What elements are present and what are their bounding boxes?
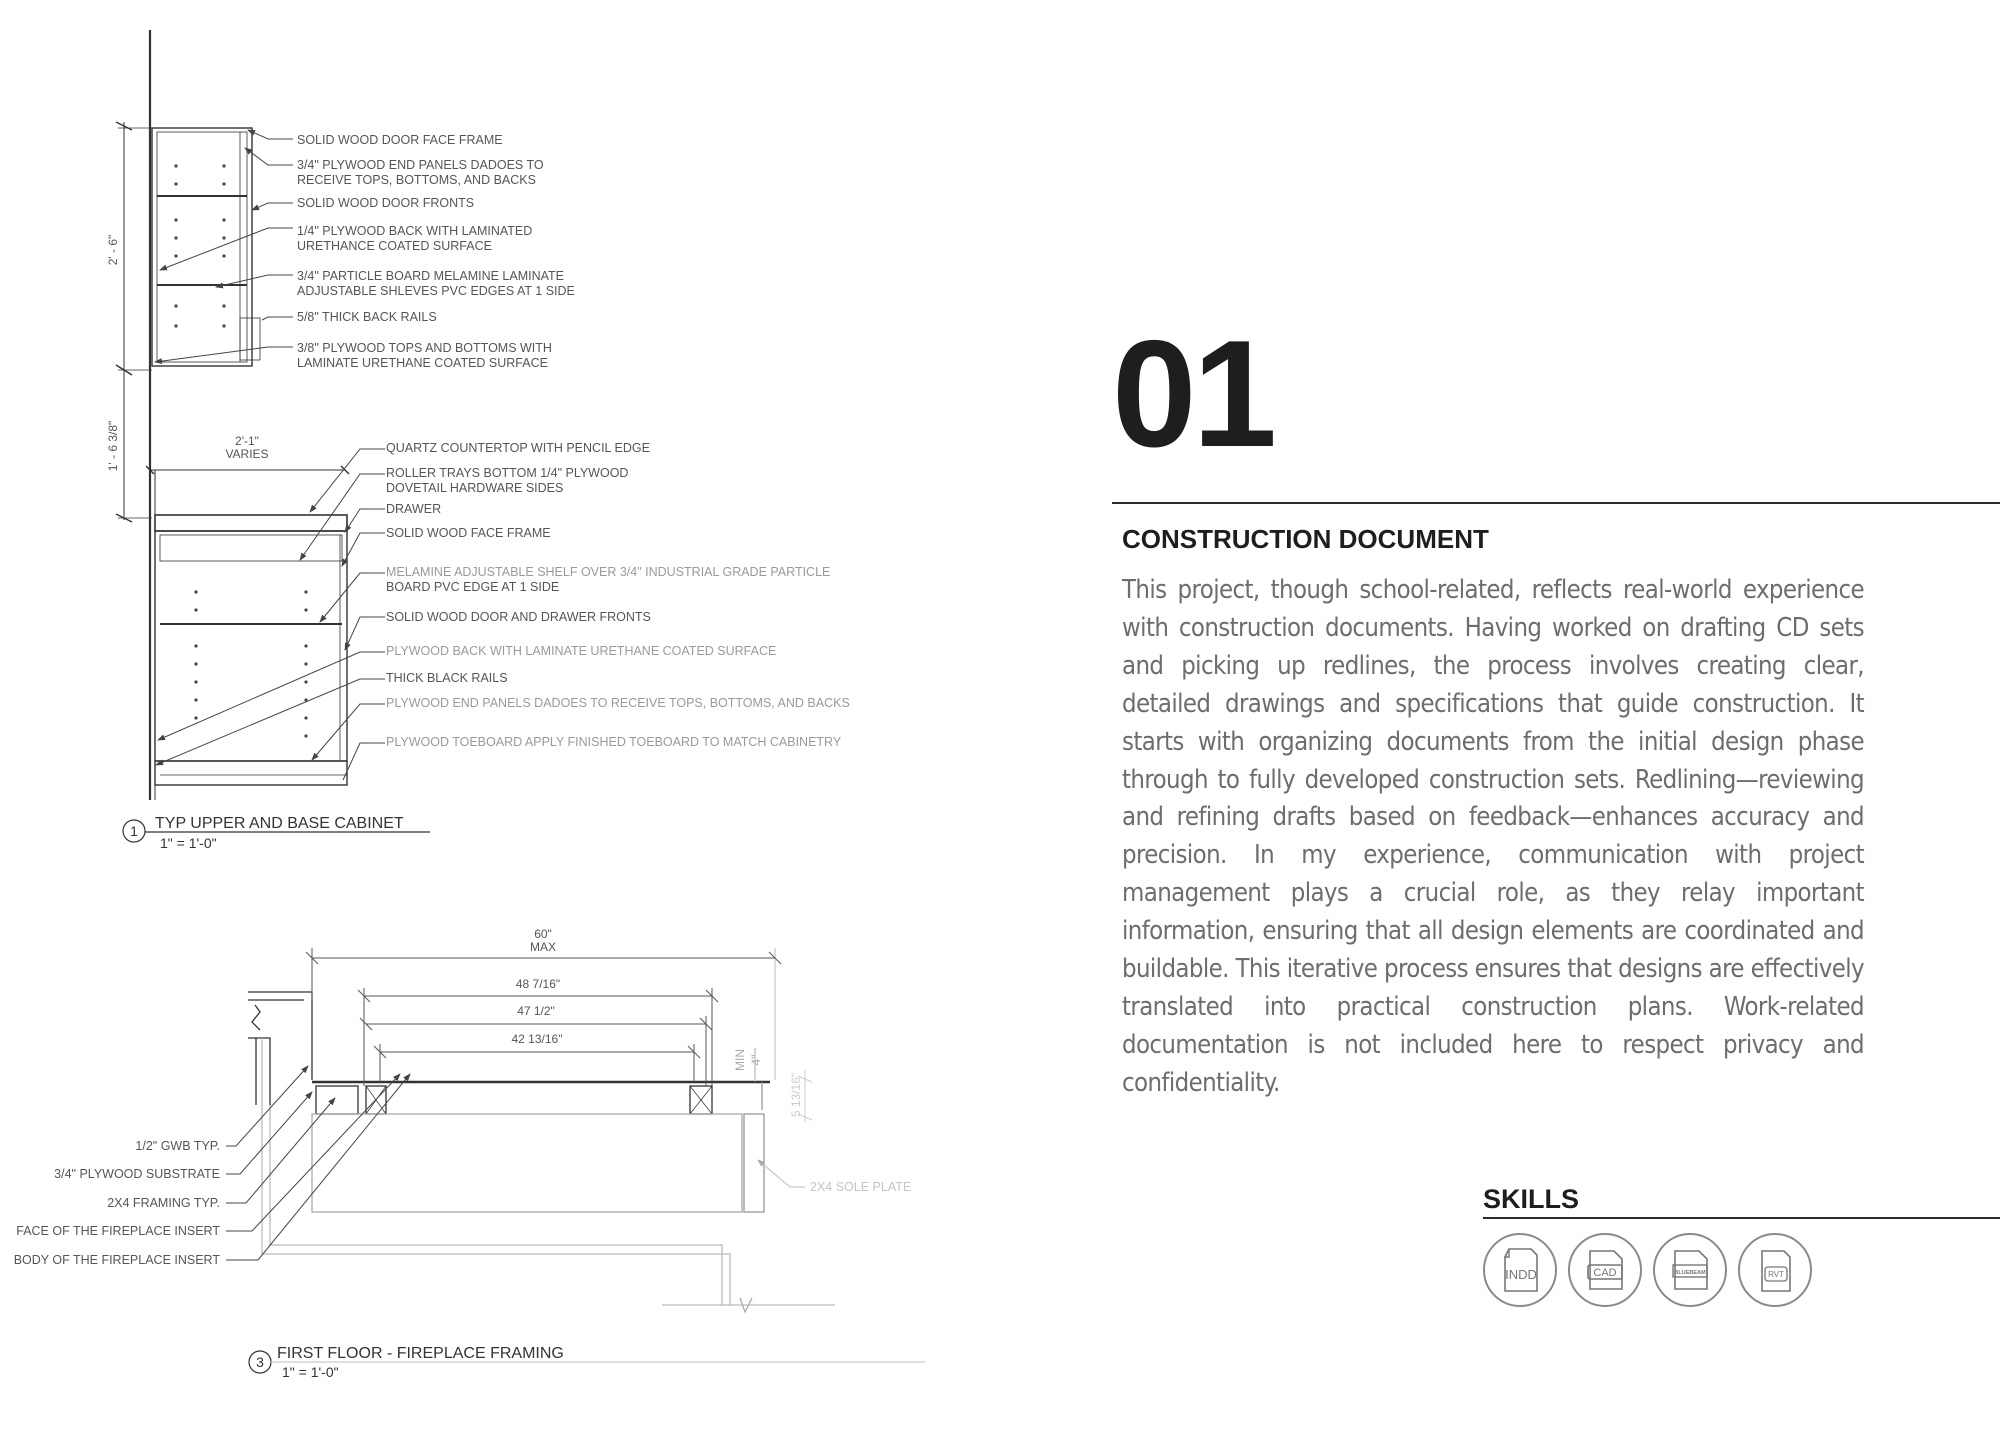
bluebeam-file-icon xyxy=(1653,1233,1727,1307)
dimension-text: 2' - 6" xyxy=(106,234,120,266)
dimension-text: 4" xyxy=(749,1054,763,1066)
note-text: LAMINATE URETHANE COATED SURFACE xyxy=(297,356,548,370)
drawing-scale: 1" = 1'-0" xyxy=(282,1364,339,1380)
dimension-text: 48 7/16" xyxy=(515,977,561,991)
note-text: SOLID WOOD DOOR AND DRAWER FRONTS xyxy=(386,610,651,624)
drawing-1-title xyxy=(123,815,430,851)
note-text: ADJUSTABLE SHLEVES PVC EDGES AT 1 SIDE xyxy=(297,284,575,298)
note-text: BOARD PVC EDGE AT 1 SIDE xyxy=(386,580,560,594)
skills-title: SKILLS xyxy=(1483,1184,1580,1214)
note-text: PLYWOOD BACK WITH LAMINATE URETHANE COATED SURFACE xyxy=(386,644,777,658)
skills-divider xyxy=(1483,1217,2000,1219)
cad-file-icon xyxy=(1568,1233,1642,1307)
note-text: 3/8" PLYWOOD TOPS AND BOTTOMS WITH xyxy=(297,341,552,355)
note-text: PLYWOOD END PANELS DADOES TO RECEIVE TOPS, BOTTOMS, AND BACKS xyxy=(386,696,850,710)
section-title: CONSTRUCTION DOCUMENT xyxy=(1122,524,1489,554)
project-description: This project, though school-related, reflects real-world experience with construction documents. Having worked on drafting CD sets and picking up redlines, the process involves creating clear, detailed drawings and specifications that guide construction. It starts with organizing documents from the initial design phase through to fully developed construction sets. Redlining—reviewing and refining drafts based on feedback—enhances accuracy and precision. In my experience, communication with project management plays a crucial role, as they relay important information, ensuring that all design elements are coordinated and buildable. This iterative process ensures that designs are effectively translated into practical construction plans. Work-related documentation is not included here to respect privacy and confidentiality. xyxy=(1122,575,1864,1098)
skill-label: INDD xyxy=(1505,1267,1537,1282)
note-text: PLYWOOD TOEBOARD APPLY FINISHED TOEBOARD TO MATCH CABINETRY xyxy=(386,735,842,749)
note-text: THICK BLACK RAILS xyxy=(386,671,508,685)
note-text: 3/4" PLYWOOD END PANELS DADOES TO xyxy=(297,158,544,172)
note-text: SOLID WOOD DOOR FACE FRAME xyxy=(297,133,503,147)
dimension-text: MAX xyxy=(529,940,557,954)
skill-icons xyxy=(1483,1233,1812,1307)
dimension-text: 1' - 6 3/8" xyxy=(106,420,120,472)
note-text: 5/8" THICK BACK RAILS xyxy=(297,310,437,324)
note-text: ROLLER TRAYS BOTTOM 1/4" PLYWOOD xyxy=(386,466,629,480)
note-text: FACE OF THE FIREPLACE INSERT xyxy=(16,1224,220,1238)
skill-label: CAD xyxy=(1593,1267,1617,1279)
drawing-number: 3 xyxy=(256,1354,264,1370)
dimension-text: 42 13/16" xyxy=(511,1032,563,1046)
dimension-text: MIN xyxy=(733,1049,747,1071)
fireplace-leaders xyxy=(226,1066,805,1260)
note-text: BODY OF THE FIREPLACE INSERT xyxy=(13,1253,220,1267)
note-text: RECEIVE TOPS, BOTTOMS, AND BACKS xyxy=(297,173,536,187)
drawing-3-title xyxy=(249,1345,925,1380)
note-text: 1/2" GWB TYP. xyxy=(135,1139,220,1153)
base-cabinet-notes xyxy=(386,441,850,749)
drawing-title: FIRST FLOOR - FIREPLACE FRAMING xyxy=(277,1345,564,1362)
note-text: 2X4 SOLE PLATE xyxy=(810,1180,912,1194)
drawing-title: TYP UPPER AND BASE CABINET xyxy=(155,815,404,832)
note-text: 2X4 FRAMING TYP. xyxy=(107,1196,220,1210)
divider xyxy=(1112,502,2000,504)
note-text: 3/4" PARTICLE BOARD MELAMINE LAMINATE xyxy=(297,269,565,283)
construction-drawings xyxy=(0,0,960,1454)
note-text: MELAMINE ADJUSTABLE SHELF OVER 3/4" INDUSTRIAL GRADE PARTICLE xyxy=(386,565,831,579)
note-text: 3/4" PLYWOOD SUBSTRATE xyxy=(54,1167,220,1181)
base-cabinet-leaders xyxy=(156,449,385,780)
dimension-text: 60" xyxy=(534,927,552,941)
dimension-text: VARIES xyxy=(225,447,269,461)
fireplace-notes xyxy=(14,1139,912,1267)
dimension-text: 5 13/16" xyxy=(789,1072,803,1118)
project-number: 01 xyxy=(1112,309,1274,479)
skill-label: RVT xyxy=(1768,1270,1784,1279)
indd-file-icon xyxy=(1483,1233,1557,1307)
note-text: URETHANCE COATED SURFACE xyxy=(297,239,492,253)
note-text: QUARTZ COUNTERTOP WITH PENCIL EDGE xyxy=(386,441,650,455)
note-text: SOLID WOOD DOOR FRONTS xyxy=(297,196,475,210)
rvt-file-icon xyxy=(1738,1233,1812,1307)
note-text: DRAWER xyxy=(386,502,442,516)
skill-label: BLUEBEAM xyxy=(1674,1270,1706,1276)
drawing-scale: 1" = 1'-0" xyxy=(160,835,217,851)
dimension-text: 2'-1" xyxy=(235,434,259,448)
note-text: 1/4" PLYWOOD BACK WITH LAMINATED xyxy=(297,224,533,238)
note-text: SOLID WOOD FACE FRAME xyxy=(386,526,551,540)
upper-cabinet-notes xyxy=(297,133,575,370)
drawing-number: 1 xyxy=(130,823,138,839)
note-text: DOVETAIL HARDWARE SIDES xyxy=(386,481,564,495)
dimension-text: 47 1/2" xyxy=(517,1004,555,1018)
